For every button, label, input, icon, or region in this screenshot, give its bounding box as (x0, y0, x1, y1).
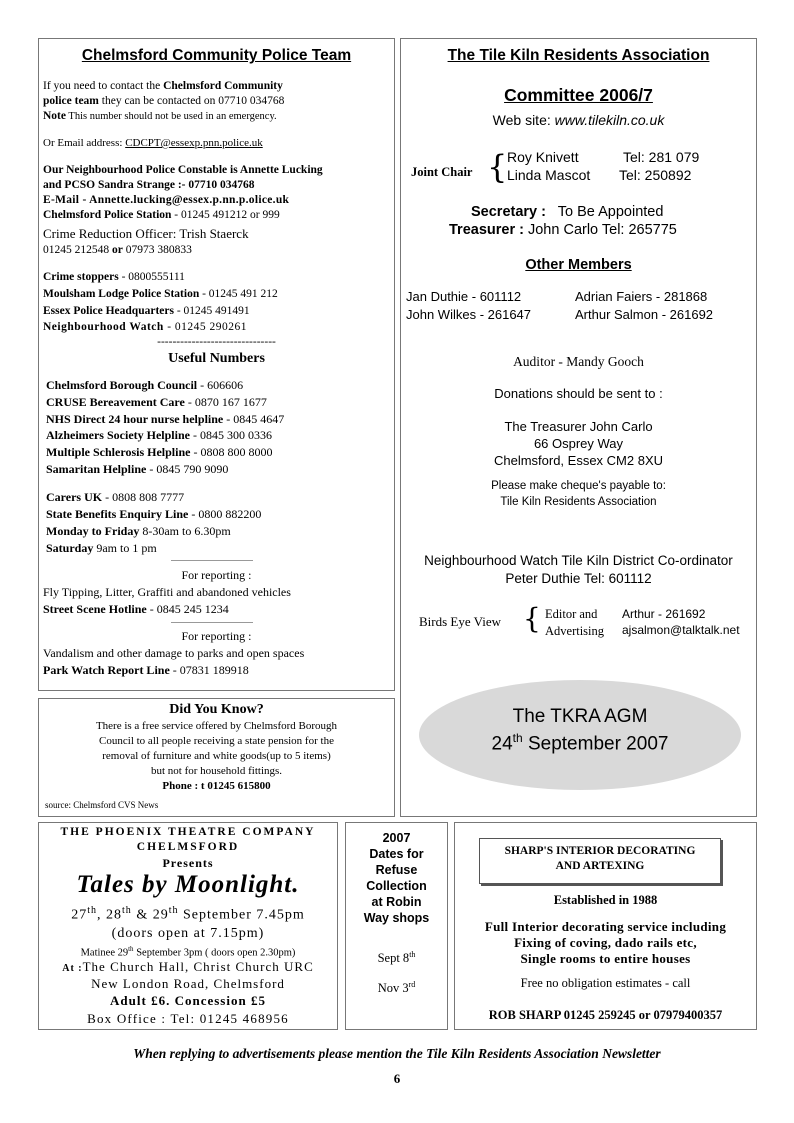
useful-5: Samaritan Helpline - 0845 790 9090 (46, 462, 229, 476)
police-station: Chelmsford Police Station - 01245 491212 or 999 (43, 209, 280, 221)
footer-note: When replying to advertisements please mention the Tile Kiln Residents Association Newsletter (133, 1046, 661, 1061)
chair2-tel: Tel: 250892 (619, 167, 692, 183)
sharp-service2: Fixing of coving, dado rails etc, (514, 935, 697, 950)
police-title: Chelmsford Community Police Team (81, 47, 352, 64)
pc-line2: and PCSO Sandra Strange :- 07710 034768 (43, 179, 255, 191)
reporting1-line: Street Scene Hotline - 0845 245 1234 (43, 602, 229, 616)
useful-1: CRUSE Bereavement Care - 0870 167 1677 (46, 395, 267, 409)
crime-officer-nums: 01245 212548 or 07973 380833 (43, 244, 192, 256)
cheque-line2: Tile Kiln Residents Association (500, 496, 657, 508)
refuse-box (345, 822, 448, 1030)
venue-line2: New London Road, Chelmsford (91, 976, 285, 991)
page-number: 6 (393, 1071, 401, 1086)
police-contact-line1: If you need to contact the Chelmsford Community (43, 80, 283, 92)
chair2-name: Linda Mascot (507, 167, 591, 183)
useful2-1: State Benefits Enquiry Line - 0800 882200 (46, 507, 262, 521)
matinee: Matinee 29th September 3pm ( doors open 2.30pm) (80, 945, 296, 959)
useful2-0: Carers UK - 0808 808 7777 (46, 490, 185, 504)
police-list-3: Neighbourhood Watch - 01245 290261 (43, 321, 248, 333)
useful-3: Alzheimers Society Helpline - 0845 300 0336 (46, 428, 272, 442)
bev-label: Birds Eye View (419, 614, 502, 629)
refuse-l5: at Robin (371, 895, 422, 909)
member-1-left: John Wilkes - 261647 (406, 307, 532, 322)
agm-line2: 24th September 2007 (491, 731, 669, 755)
crime-officer: Crime Reduction Officer: Trish Staerck (43, 226, 249, 241)
treasurer-line: Treasurer : John Carlo Tel: 265775 (449, 222, 677, 238)
doors-open: (doors open at 7.15pm) (111, 926, 265, 941)
website-line: Web site: www.tilekiln.co.uk (492, 112, 665, 128)
did-you-know-box (38, 698, 395, 817)
police-divider: ------------------------------- (157, 336, 276, 348)
bev-role2: Advertising (545, 624, 605, 638)
useful-4: Multiple Schlerosis Helpline - 0808 800 8000 (46, 445, 273, 459)
police-email-link[interactable]: CDCPT@essexp.pnn.police.uk (125, 137, 263, 149)
sharp-service1: Full Interior decorating service including (484, 919, 727, 934)
member-0-right: Adrian Faiers - 281868 (575, 289, 708, 304)
nw-line2: Peter Duthie Tel: 601112 (505, 571, 652, 586)
refuse-l2: Dates for (369, 847, 424, 861)
box-office: Box Office : Tel: 01245 468956 (87, 1011, 289, 1026)
sharp-contact: ROB SHARP 01245 259245 or 07979400357 (488, 1008, 723, 1022)
chair1-name: Roy Knivett (507, 149, 579, 165)
bev-role1: Editor and (545, 607, 598, 621)
refuse-l4: Collection (366, 879, 427, 893)
police-list-2: Essex Police Headquarters - 01245 491491 (43, 305, 250, 317)
dyk-line4: but not for household fittings. (150, 765, 283, 777)
tkra-box (400, 38, 757, 817)
pc-line1: Our Neighbourhood Police Constable is Annette Lucking (43, 164, 323, 176)
police-list-0: Crime stoppers - 0800555111 (43, 271, 185, 283)
auditor: Auditor - Mandy Gooch (513, 354, 644, 369)
dyk-line1: There is a free service offered by Chelmsford Borough (95, 720, 338, 732)
committee-title: Committee 2006/7 (504, 85, 653, 105)
play-title: Tales by Moonlight. (76, 871, 300, 898)
police-contact-line2: police team they can be contacted on 07710 034768 (43, 95, 285, 107)
refuse-date1: Sept 8th (377, 950, 416, 966)
phoenix-company1: THE PHOENIX THEATRE COMPANY (60, 826, 316, 838)
refuse-l1: 2007 (382, 831, 411, 845)
reporting-divider-2 (171, 622, 253, 623)
agm-line1: The TKRA AGM (512, 706, 648, 727)
bev-email[interactable]: ajsalmon@talktalk.net (622, 623, 740, 637)
refuse-l6: Way shops (363, 911, 430, 925)
refuse-date2: Nov 3rd (377, 980, 416, 996)
police-note: Note This number should not be used in an emergency. (43, 110, 277, 122)
police-box (38, 38, 395, 691)
member-1-right: Arthur Salmon - 261692 (575, 307, 714, 322)
reporting-divider-1 (171, 560, 253, 561)
sharp-head1: SHARP'S INTERIOR DECORATING (504, 845, 696, 857)
useful-2: NHS Direct 24 hour nurse helpline - 0845 4647 (46, 412, 285, 426)
dyk-line2: Council to all people receiving a state pension for the (99, 735, 334, 747)
reporting1-head: For reporting : (181, 568, 252, 582)
chair1-tel: Tel: 281 079 (623, 149, 700, 165)
venue-line1: At :The Church Hall, Christ Church URC (62, 959, 314, 974)
dyk-title: Did You Know? (169, 702, 264, 717)
phoenix-presents: Presents (162, 856, 214, 870)
ticket-prices: Adult £6. Concession £5 (110, 993, 266, 1008)
address-line2: 66 Osprey Way (533, 436, 624, 451)
joint-chair-label: Joint Chair (411, 165, 473, 179)
donations: Donations should be sent to : (494, 386, 663, 401)
useful2-3: Saturday 9am to 1 pm (46, 541, 157, 555)
website-link[interactable]: www.tilekiln.co.uk (554, 112, 665, 128)
useful-0: Chelmsford Borough Council - 606606 (46, 378, 244, 392)
police-email: Or Email address: CDCPT@essexp.pnn.police.uk (43, 137, 263, 149)
address-line1: The Treasurer John Carlo (504, 419, 653, 434)
address-line3: Chelmsford, Essex CM2 8XU (493, 453, 664, 468)
bev-brace: { (523, 602, 541, 635)
sharp-established: Established in 1988 (553, 893, 658, 907)
sharp-head2: AND ARTEXING (555, 860, 645, 872)
nw-line1: Neighbourhood Watch Tile Kiln District Co-ordinator (424, 553, 733, 568)
dyk-phone: Phone : t 01245 615800 (162, 780, 271, 792)
member-0-left: Jan Duthie - 601112 (406, 289, 522, 304)
performance-dates: 27th, 28th & 29th September 7.45pm (71, 905, 305, 923)
bev-name: Arthur - 261692 (622, 607, 706, 621)
chair-brace: { (487, 148, 508, 186)
pc-line3: E-Mail - Annette.lucking@essex.p.nn.p.olice.uk (43, 194, 290, 206)
phoenix-box (38, 822, 338, 1030)
secretary-line: Secretary : To Be Appointed (471, 204, 664, 220)
dyk-source: source: Chelmsford CVS News (45, 800, 159, 810)
cheque-line1: Please make cheque's payable to: (491, 480, 666, 492)
police-list-1: Moulsham Lodge Police Station - 01245 491 212 (43, 288, 278, 300)
reporting2-line: Park Watch Report Line - 07831 189918 (43, 663, 249, 677)
useful-numbers-title: Useful Numbers (168, 351, 265, 366)
sharp-free: Free no obligation estimates - call (520, 976, 691, 990)
tkra-title: The Tile Kiln Residents Association (447, 47, 710, 64)
sharp-box (454, 822, 757, 1030)
sharp-service3: Single rooms to entire houses (520, 951, 691, 966)
useful2-2: Monday to Friday 8-30am to 6.30pm (46, 524, 231, 538)
phoenix-company2: CHELMSFORD (136, 841, 240, 853)
refuse-l3: Refuse (375, 863, 418, 877)
reporting2-text: Vandalism and other damage to parks and open spaces (43, 646, 305, 660)
reporting1-text: Fly Tipping, Litter, Graffiti and abandoned vehicles (43, 585, 291, 599)
reporting2-head: For reporting : (181, 629, 252, 643)
dyk-line3: removal of furniture and white goods(up to 5 items) (102, 750, 331, 762)
other-members-title: Other Members (525, 257, 632, 273)
